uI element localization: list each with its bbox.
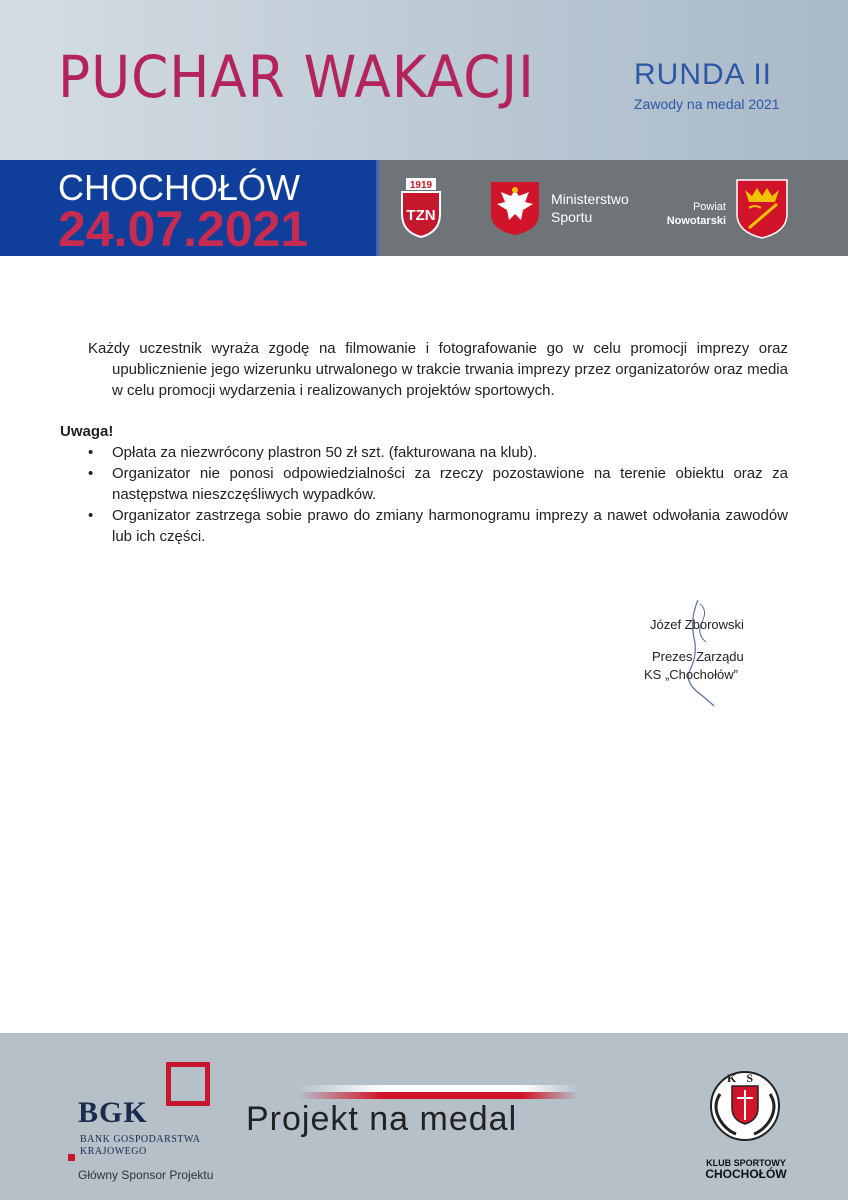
bgk-logo: BGK bbox=[78, 1096, 148, 1129]
list-item: • Opłata za niezwrócony plastron 50 zł szt. (fakturowana na klub). bbox=[60, 442, 788, 463]
ks-line2: CHOCHOŁÓW bbox=[705, 1167, 787, 1181]
round-subtitle: Zawody na medal 2021 bbox=[634, 96, 780, 112]
powiat-logo-text bbox=[624, 200, 726, 228]
powiat-name: Nowotarski bbox=[666, 215, 726, 227]
event-city: CHOCHOŁÓW bbox=[58, 167, 300, 208]
powiat-crest-icon bbox=[735, 178, 789, 240]
project-logo-text: Projekt na medal bbox=[246, 1100, 518, 1138]
polish-eagle-icon bbox=[489, 180, 541, 236]
ks-caption bbox=[690, 1158, 802, 1180]
bgk-fullname bbox=[80, 1134, 200, 1158]
flag-stripe-white bbox=[298, 1085, 578, 1092]
round-label: RUNDA II bbox=[634, 58, 773, 91]
tzn-year: 1919 bbox=[409, 180, 433, 191]
event-date: 24.07.2021 bbox=[58, 201, 309, 257]
flag-stripe-red bbox=[298, 1092, 578, 1099]
list-item: • Organizator zastrzega sobie prawo do zmiany harmonogramu imprezy a nawet odwołania zawodów lub ich części. bbox=[60, 505, 788, 547]
notice-heading: Uwaga! bbox=[60, 423, 114, 440]
consent-paragraph: Każdy uczestnik wyraża zgodę na filmowanie i fotografowanie go w celu promocji imprezy oraz upublicznienie jego wizerunku utrwalonego w trakcie trwania imprezy przez organizatorów oraz media w celu promocji wydarzenia i realizowanych projektów sportowych. bbox=[88, 340, 788, 399]
bgk-dot-icon bbox=[68, 1154, 75, 1161]
tzn-logo bbox=[400, 178, 442, 238]
powiat-line2 bbox=[624, 214, 726, 228]
ks-chocholow-crest-icon bbox=[706, 1062, 784, 1156]
ministry-logo-text bbox=[551, 190, 629, 226]
bgk-line1: BANK GOSPODARSTWA bbox=[80, 1134, 201, 1145]
signer-club: KS „Chochołów” bbox=[644, 667, 738, 682]
bgk-square-icon bbox=[166, 1062, 210, 1106]
powiat-line1: Powiat bbox=[692, 201, 726, 213]
document-body bbox=[60, 338, 788, 547]
page-title: PUCHAR WAKACJI bbox=[58, 43, 535, 111]
signer-name: Józef Zborowski bbox=[650, 617, 744, 632]
bgk-line2: KRAJOWEGO bbox=[80, 1146, 147, 1157]
ministry-line2: Sportu bbox=[551, 209, 593, 225]
ks-line1: KLUB SPORTOWY bbox=[706, 1158, 786, 1168]
ks-letters: KS bbox=[726, 1071, 764, 1085]
signer-role: Prezes Zarządu bbox=[652, 649, 744, 664]
tzn-letters: TZN bbox=[406, 207, 436, 224]
notice-list bbox=[60, 442, 788, 547]
sponsor-caption: Główny Sponsor Projektu bbox=[78, 1168, 214, 1182]
ministry-line1: Ministerstwo bbox=[551, 191, 629, 207]
list-item: • Organizator nie ponosi odpowiedzialności za rzeczy pozostawione na terenie obiektu oraz za następstwa nieszczęśliwych wypadków. bbox=[60, 463, 788, 505]
